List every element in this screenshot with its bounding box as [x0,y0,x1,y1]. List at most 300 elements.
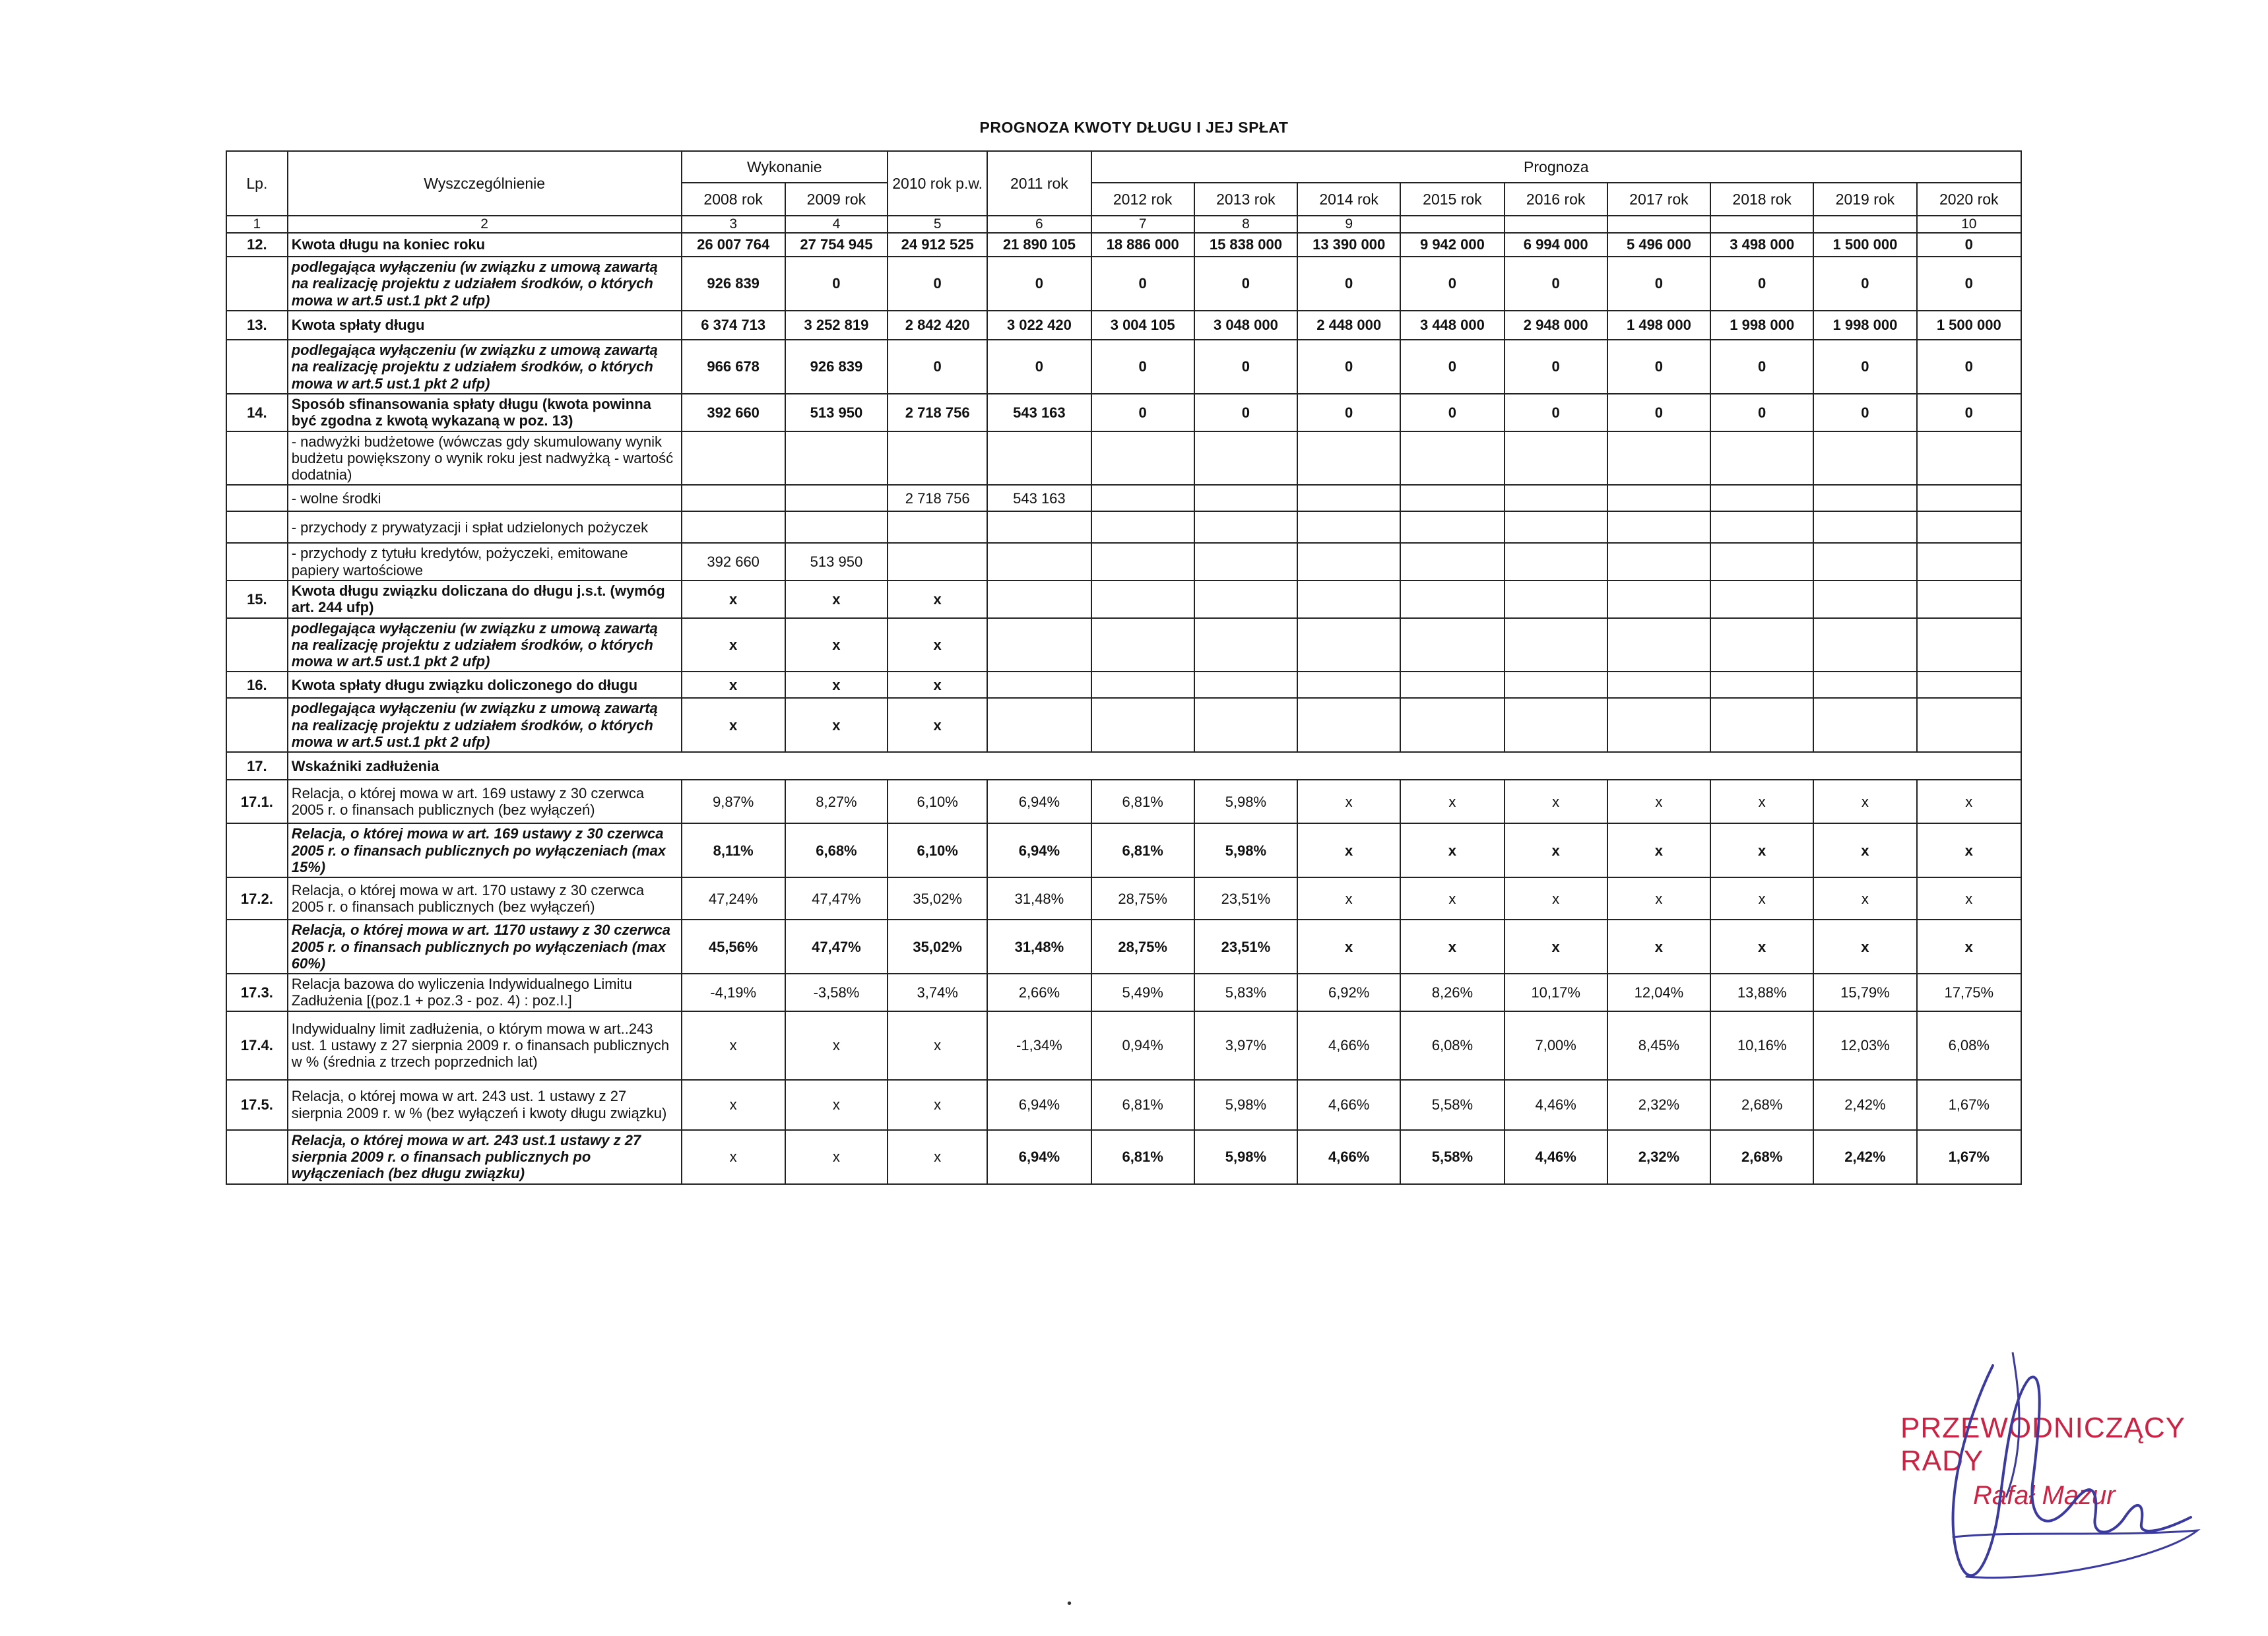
column-number [1607,216,1710,233]
row-description: Indywidualny limit zadłużenia, o którym mowa w art..243 ust. 1 ustawy z 27 sierpnia 2009 r. o finansach publicznych w % (średnia z trzech poprzednich lat) [288,1011,682,1080]
value-cell: x [888,581,987,618]
handwritten-signature [1914,1339,2204,1616]
header-2016: 2016 rok [1505,183,1607,216]
value-cell: 0 [1091,340,1194,394]
value-cell: 0 [1917,233,2021,257]
value-cell: x [785,1080,888,1130]
value-cell: 2,42% [1813,1080,1916,1130]
value-cell: 0 [888,340,987,394]
value-cell: 392 660 [682,543,785,581]
value-cell: 0 [1194,394,1297,431]
value-cell: 6,08% [1400,1011,1504,1080]
value-cell: 0 [1297,394,1400,431]
value-cell [1607,581,1710,618]
value-cell: 0 [1917,394,2021,431]
value-cell: x [1505,920,1607,974]
value-cell [1505,431,1607,486]
value-cell: 3 498 000 [1710,233,1813,257]
value-cell: 15 838 000 [1194,233,1297,257]
value-cell: 3,74% [888,974,987,1011]
table-row [226,780,2021,823]
value-cell: 10,16% [1710,1011,1813,1080]
value-cell: x [682,1130,785,1184]
value-cell: 17,75% [1917,974,2021,1011]
value-cell [1917,431,2021,486]
value-cell: 26 007 764 [682,233,785,257]
row-lp [226,1130,288,1184]
value-cell [1505,618,1607,672]
value-cell: 4,66% [1297,1011,1400,1080]
row-lp: 17. [226,752,288,780]
value-cell [1813,485,1916,511]
row-lp [226,543,288,581]
value-cell: 0 [1710,257,1813,311]
value-cell: 27 754 945 [785,233,888,257]
row-lp: 12. [226,233,288,257]
value-cell: 0 [1297,340,1400,394]
value-cell: -1,34% [987,1011,1091,1080]
value-cell: x [1400,877,1504,920]
value-cell: 2 842 420 [888,311,987,340]
table-row [226,1011,2021,1080]
value-cell: x [785,618,888,672]
value-cell: x [1297,920,1400,974]
row-description: - wolne środki [288,485,682,511]
value-cell: 18 886 000 [1091,233,1194,257]
value-cell [785,511,888,543]
row-description: Relacja, o której mowa w art. 1170 ustawy z 30 czerwca 2005 r. o finansach publicznych po wyłączeniach (max 60%) [288,920,682,974]
value-cell [1194,511,1297,543]
value-cell: 21 890 105 [987,233,1091,257]
row-description: Relacja, o której mowa w art. 170 ustawy z 30 czerwca 2005 r. o finansach publicznych (bez wyłączeń) [288,877,682,920]
value-cell: x [1813,823,1916,877]
row-description: Relacja, o której mowa w art. 243 ust.1 ustawy z 27 sierpnia 2009 r. o finansach publicznych po wyłączeniach (bez długu związku) [288,1130,682,1184]
value-cell: 23,51% [1194,877,1297,920]
value-cell [987,511,1091,543]
value-cell: x [888,1130,987,1184]
value-cell: x [682,698,785,752]
value-cell [987,431,1091,486]
value-cell: 1 498 000 [1607,311,1710,340]
column-number: 7 [1091,216,1194,233]
value-cell: 8,26% [1400,974,1504,1011]
row-description: podlegająca wyłączeniu (w związku z umową zawartą na realizację projektu z udziałem środków, o których mowa w art.5 ust.1 pkt 2 ufp) [288,340,682,394]
value-cell: 966 678 [682,340,785,394]
value-cell: 513 950 [785,543,888,581]
value-cell [1400,485,1504,511]
value-cell: x [888,672,987,698]
value-cell: 8,45% [1607,1011,1710,1080]
value-cell: x [1710,920,1813,974]
value-cell [1505,511,1607,543]
value-cell: 0 [1400,394,1504,431]
value-cell: 392 660 [682,394,785,431]
row-lp: 17.5. [226,1080,288,1130]
column-number [1400,216,1504,233]
value-cell [1710,543,1813,581]
value-cell: 0,94% [1091,1011,1194,1080]
debt-forecast-table [226,150,2022,1185]
value-cell: 47,47% [785,920,888,974]
value-cell [1297,698,1400,752]
table-row [226,431,2021,486]
value-cell [1917,618,2021,672]
value-cell: 3,97% [1194,1011,1297,1080]
value-cell: 9,87% [682,780,785,823]
value-cell: x [1505,877,1607,920]
value-cell: x [1607,823,1710,877]
column-number-row [226,216,2021,233]
value-cell [1091,698,1194,752]
value-cell [1297,485,1400,511]
value-cell: x [1710,823,1813,877]
value-cell: 6,10% [888,823,987,877]
value-cell: 5,98% [1194,780,1297,823]
value-cell [1297,581,1400,618]
value-cell: 1,67% [1917,1130,2021,1184]
value-cell: 5,58% [1400,1080,1504,1130]
value-cell [1400,431,1504,486]
value-cell [1505,485,1607,511]
row-description: podlegająca wyłączeniu (w związku z umową zawartą na realizację projektu z udziałem środków, o których mowa w art.5 ust.1 pkt 2 ufp) [288,257,682,311]
value-cell: 5,83% [1194,974,1297,1011]
value-cell: 2 718 756 [888,394,987,431]
value-cell: 2 948 000 [1505,311,1607,340]
header-prognoza: Prognoza [1091,151,2021,183]
value-cell: 5 496 000 [1607,233,1710,257]
value-cell: 0 [1813,394,1916,431]
row-description: podlegająca wyłączeniu (w związku z umową zawartą na realizację projektu z udziałem środków, o których mowa w art.5 ust.1 pkt 2 ufp) [288,618,682,672]
value-cell: 0 [1091,394,1194,431]
row-description: Kwota spłaty długu związku doliczonego do długu [288,672,682,698]
value-cell: 10,17% [1505,974,1607,1011]
row-description: Relacja, o której mowa w art. 169 ustawy z 30 czerwca 2005 r. o finansach publicznych po wyłączeniach (max 15%) [288,823,682,877]
row-lp: 16. [226,672,288,698]
value-cell: 2,32% [1607,1130,1710,1184]
value-cell: 2,68% [1710,1080,1813,1130]
value-cell: 2,32% [1607,1080,1710,1130]
value-cell [682,431,785,486]
row-lp: 13. [226,311,288,340]
row-description: Relacja, o której mowa w art. 169 ustawy z 30 czerwca 2005 r. o finansach publicznych (bez wyłączeń) [288,780,682,823]
chairman-name: Rafał Mazur [1973,1481,2116,1510]
value-cell: 35,02% [888,920,987,974]
value-cell [1505,581,1607,618]
value-cell [1297,431,1400,486]
value-cell: 0 [1710,340,1813,394]
value-cell: x [785,672,888,698]
header-2009: 2009 rok [785,183,888,216]
value-cell [987,698,1091,752]
value-cell [1917,543,2021,581]
value-cell [1505,672,1607,698]
value-cell: x [682,672,785,698]
row-lp: 17.4. [226,1011,288,1080]
value-cell [1917,581,2021,618]
value-cell: x [1607,877,1710,920]
value-cell [1091,431,1194,486]
value-cell: 543 163 [987,394,1091,431]
value-cell: 12,04% [1607,974,1710,1011]
value-cell: 0 [1710,394,1813,431]
value-cell [1091,618,1194,672]
value-cell: 45,56% [682,920,785,974]
row-lp [226,698,288,752]
value-cell: 6,81% [1091,1130,1194,1184]
row-description: Relacja, o której mowa w art. 243 ust. 1 ustawy z 27 sierpnia 2009 r. w % (bez wyłączeń i kwoty długu związku) [288,1080,682,1130]
value-cell: 24 912 525 [888,233,987,257]
value-cell: 1 998 000 [1813,311,1916,340]
value-cell: x [682,581,785,618]
value-cell: 0 [1505,257,1607,311]
value-cell: 0 [1813,340,1916,394]
table-row [226,672,2021,698]
value-cell: x [1917,823,2021,877]
row-lp [226,920,288,974]
value-cell: 0 [1813,257,1916,311]
value-cell: x [888,1080,987,1130]
value-cell: 31,48% [987,920,1091,974]
value-cell: 3 448 000 [1400,311,1504,340]
row-lp: 17.3. [226,974,288,1011]
value-cell [1297,618,1400,672]
value-cell [682,511,785,543]
value-cell [1710,511,1813,543]
table-row [226,1130,2021,1184]
table-row [226,257,2021,311]
table-row [226,485,2021,511]
column-number: 2 [288,216,682,233]
value-cell: 6,94% [987,823,1091,877]
value-cell: 4,66% [1297,1130,1400,1184]
value-cell: 35,02% [888,877,987,920]
table-row [226,752,2021,780]
value-cell: x [888,1011,987,1080]
row-description: Kwota długu na koniec roku [288,233,682,257]
value-cell: x [1297,780,1400,823]
value-cell: 0 [1297,257,1400,311]
value-cell: 0 [1091,257,1194,311]
value-cell: 6,94% [987,1080,1091,1130]
value-cell [987,543,1091,581]
value-cell: 2,42% [1813,1130,1916,1184]
value-cell [1297,672,1400,698]
value-cell: 4,66% [1297,1080,1400,1130]
row-lp [226,431,288,486]
row-description: Wskaźniki zadłużenia [288,752,2021,780]
value-cell [1607,511,1710,543]
table-row [226,581,2021,618]
row-lp: 14. [226,394,288,431]
value-cell: x [888,698,987,752]
value-cell: 4,46% [1505,1130,1607,1184]
value-cell: 15,79% [1813,974,1916,1011]
value-cell: 0 [1607,340,1710,394]
value-cell: 6,81% [1091,780,1194,823]
value-cell [1091,543,1194,581]
value-cell: 0 [888,257,987,311]
value-cell [1813,672,1916,698]
header-2020: 2020 rok [1917,183,2021,216]
value-cell: 5,49% [1091,974,1194,1011]
value-cell [1917,672,2021,698]
value-cell: 513 950 [785,394,888,431]
value-cell [1607,543,1710,581]
value-cell: 1 998 000 [1710,311,1813,340]
header-2010: 2010 rok p.w. [888,151,987,216]
value-cell [1194,543,1297,581]
value-cell: 6,94% [987,780,1091,823]
value-cell: 1 500 000 [1813,233,1916,257]
value-cell: 926 839 [785,340,888,394]
value-cell: -4,19% [682,974,785,1011]
value-cell: x [1400,780,1504,823]
value-cell: 6,10% [888,780,987,823]
row-lp [226,823,288,877]
value-cell: -3,58% [785,974,888,1011]
value-cell: 4,46% [1505,1080,1607,1130]
value-cell: 5,98% [1194,1080,1297,1130]
value-cell: 47,24% [682,877,785,920]
value-cell [1400,698,1504,752]
table-row [226,394,2021,431]
value-cell: 0 [1505,340,1607,394]
value-cell [1091,485,1194,511]
value-cell: x [785,1130,888,1184]
column-number [1813,216,1916,233]
value-cell [682,485,785,511]
value-cell: x [1917,877,2021,920]
value-cell: x [1400,920,1504,974]
value-cell [1400,618,1504,672]
value-cell [1710,431,1813,486]
value-cell: 3 252 819 [785,311,888,340]
value-cell [1813,581,1916,618]
value-cell [1194,581,1297,618]
value-cell: 0 [1607,257,1710,311]
header-2015: 2015 rok [1400,183,1504,216]
header-description: Wyszczególnienie [288,151,682,216]
value-cell: 0 [785,257,888,311]
value-cell: 0 [1607,394,1710,431]
value-cell: x [785,698,888,752]
value-cell: 5,98% [1194,1130,1297,1184]
value-cell: 28,75% [1091,877,1194,920]
column-number: 6 [987,216,1091,233]
value-cell: 6,08% [1917,1011,2021,1080]
value-cell: 12,03% [1813,1011,1916,1080]
value-cell: x [888,618,987,672]
value-cell [1297,543,1400,581]
value-cell [1813,543,1916,581]
value-cell: 6,81% [1091,1080,1194,1130]
value-cell: 6 994 000 [1505,233,1607,257]
value-cell: 5,98% [1194,823,1297,877]
value-cell: 543 163 [987,485,1091,511]
value-cell [1813,618,1916,672]
column-number: 4 [785,216,888,233]
value-cell [1917,485,2021,511]
header-lp: Lp. [226,151,288,216]
value-cell: 23,51% [1194,920,1297,974]
value-cell [785,431,888,486]
value-cell: x [682,1080,785,1130]
value-cell [987,618,1091,672]
header-2011: 2011 rok [987,151,1091,216]
value-cell: 0 [987,257,1091,311]
table-row [226,920,2021,974]
value-cell [785,485,888,511]
value-cell: 8,11% [682,823,785,877]
value-cell: 6 374 713 [682,311,785,340]
value-cell [1813,698,1916,752]
header-2008: 2008 rok [682,183,785,216]
value-cell [1813,511,1916,543]
row-description: - nadwyżki budżetowe (wówczas gdy skumulowany wynik budżetu powiększony o wynik roku jest nadwyżką - wartość dodatnia) [288,431,682,486]
value-cell [1607,485,1710,511]
value-cell [1917,698,2021,752]
value-cell [888,543,987,581]
value-cell: x [1710,877,1813,920]
column-number [1710,216,1813,233]
row-description: Relacja bazowa do wyliczenia Indywidualnego Limitu Zadłużenia [(poz.1 + poz.3 - poz. 4) : poz.I.] [288,974,682,1011]
value-cell [1710,672,1813,698]
row-description: Sposób sfinansowania spłaty długu (kwota powinna być zgodna z kwotą wykazaną w poz. 13) [288,394,682,431]
value-cell [1710,618,1813,672]
value-cell: 5,58% [1400,1130,1504,1184]
value-cell: 13,88% [1710,974,1813,1011]
value-cell [1813,431,1916,486]
row-description: Kwota spłaty długu [288,311,682,340]
value-cell [987,581,1091,618]
row-lp [226,485,288,511]
value-cell: 8,27% [785,780,888,823]
value-cell: x [1505,823,1607,877]
value-cell: 2,66% [987,974,1091,1011]
row-lp [226,618,288,672]
value-cell: 0 [1400,257,1504,311]
value-cell: x [1813,920,1916,974]
value-cell [1710,485,1813,511]
value-cell: 13 390 000 [1297,233,1400,257]
value-cell: 6,92% [1297,974,1400,1011]
value-cell [1194,698,1297,752]
row-lp [226,257,288,311]
value-cell: x [682,1011,785,1080]
value-cell [1091,511,1194,543]
value-cell: 6,81% [1091,823,1194,877]
value-cell: 6,68% [785,823,888,877]
header-2017: 2017 rok [1607,183,1710,216]
stray-mark: • [1067,1596,1072,1611]
value-cell: 28,75% [1091,920,1194,974]
value-cell [1194,431,1297,486]
table-row [226,1080,2021,1130]
column-number: 1 [226,216,288,233]
value-cell [987,672,1091,698]
value-cell [1505,698,1607,752]
row-description: Kwota długu związku doliczana do długu j.s.t. (wymóg art. 244 ufp) [288,581,682,618]
value-cell [1607,672,1710,698]
value-cell [888,431,987,486]
value-cell: 2,68% [1710,1130,1813,1184]
value-cell: 0 [1194,257,1297,311]
table-row [226,311,2021,340]
row-lp: 17.2. [226,877,288,920]
value-cell: 1 500 000 [1917,311,2021,340]
table-row [226,877,2021,920]
value-cell: x [682,618,785,672]
